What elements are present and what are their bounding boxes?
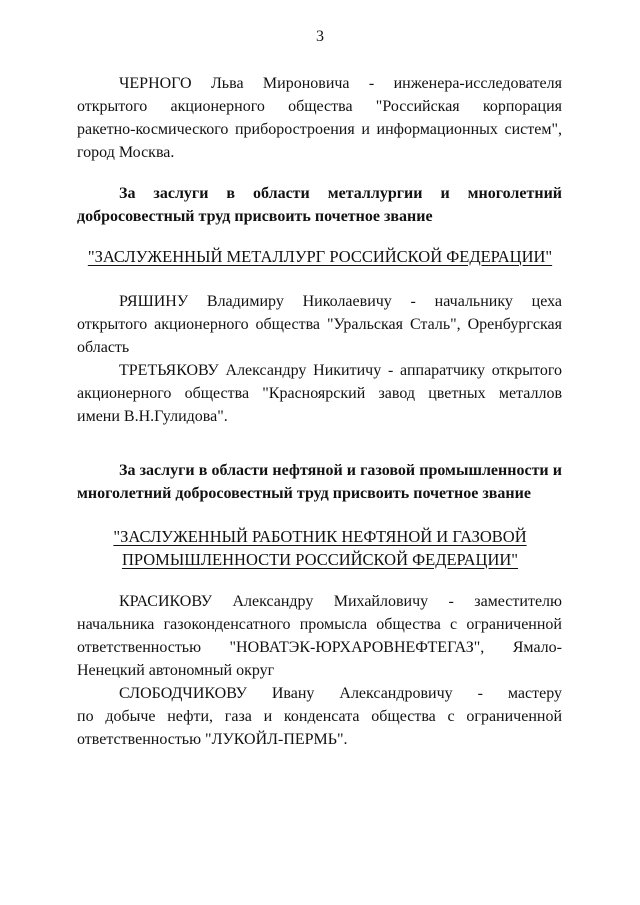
honorary-title-line: "ЗАСЛУЖЕННЫЙ МЕТАЛЛУРГ РОССИЙСКОЙ ФЕДЕРАЦИИ"	[87, 247, 553, 266]
award-text-line: город Москва.	[77, 144, 175, 161]
award-text-line: ответственностью "ЛУКОЙЛ-ПЕРМЬ".	[77, 731, 348, 748]
honorary-title-metallurgist	[0, 245, 640, 268]
award-text-line: ТРЕТЬЯКОВУ Александру Никитичу - аппаратчику открытого	[119, 362, 562, 379]
award-entry-tretyakovu	[77, 359, 562, 428]
award-text-line: открытого акционерного общества "Уральская Сталь", Оренбургская	[77, 316, 562, 333]
award-text-line: по добыче нефти, газа и конденсата общества с ограниченной	[77, 708, 562, 725]
award-text-line: Ненецкий автономный округ	[77, 662, 275, 679]
honorary-title-oil-gas	[0, 525, 640, 571]
award-text-line: ЧЕРНОГО Льва Мироновича - инженера-исследователя	[119, 75, 562, 92]
award-text-line: РЯШИНУ Владимиру Николаевичу - начальнику цеха	[119, 293, 562, 310]
award-text-line: имени В.Н.Гулидова".	[77, 408, 228, 425]
award-text-line: открытого акционерного общества "Российская корпорация	[77, 98, 562, 115]
award-entry-ryashinu	[77, 290, 562, 359]
honorary-title-line: "ЗАСЛУЖЕННЫЙ РАБОТНИК НЕФТЯНОЙ И ГАЗОВОЙ	[113, 527, 527, 546]
heading-line: добросовестный труд присвоить почетное звание	[77, 208, 433, 225]
honorary-title-line: ПРОМЫШЛЕННОСТИ РОССИЙСКОЙ ФЕДЕРАЦИИ"	[121, 550, 519, 569]
award-text-line: ракетно-космического приборостроения и информационных систем",	[77, 121, 562, 138]
award-text-line: ответственностью "НОВАТЭК-ЮРХАРОВНЕФТЕГАЗ", Ямало-	[77, 639, 562, 656]
section-heading-oil-gas	[77, 459, 562, 505]
heading-line: За заслуги в области нефтяной и газовой промышленности и	[119, 462, 562, 479]
award-text-line: начальника газоконденсатного промысла общества с ограниченной	[77, 616, 562, 633]
award-text-line: область	[77, 339, 130, 356]
heading-line: многолетний добросовестный труд присвоить почетное звание	[77, 485, 531, 502]
page-number: 3	[316, 28, 324, 45]
award-entry-slobodchikovu	[77, 682, 562, 751]
heading-line: За заслуги в области металлургии и многолетний	[119, 185, 562, 202]
award-text-line: КРАСИКОВУ Александру Михайловичу - заместителю	[119, 593, 562, 610]
award-text-line: СЛОБОДЧИКОВУ Ивану Александровичу - мастеру	[119, 685, 562, 702]
award-text-line: акционерного общества "Красноярский завод цветных металлов	[77, 385, 562, 402]
award-entry-krasikovu	[77, 590, 562, 682]
award-entry-chernogo	[77, 72, 562, 164]
section-heading-metallurgy	[77, 182, 562, 228]
